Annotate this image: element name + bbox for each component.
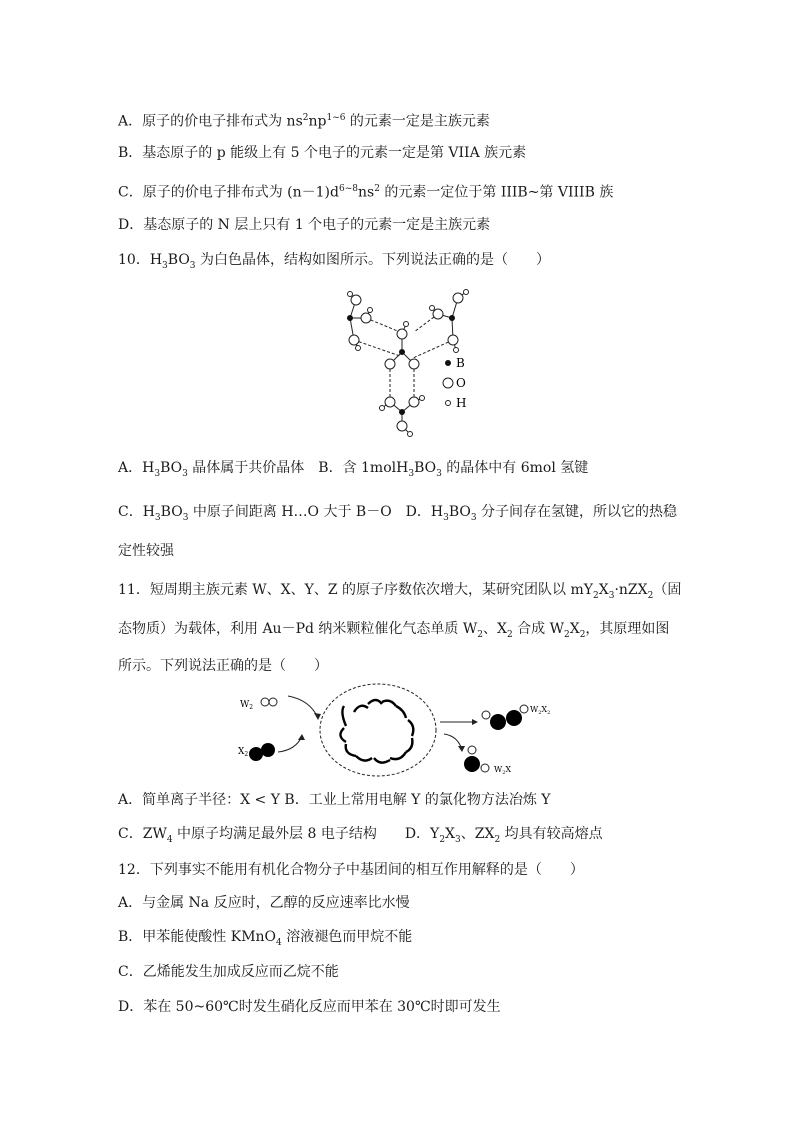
q9-option-b: B．基态原子的 p 能级上有 5 个电子的元素一定是第 VIIA 族元素 [118,145,527,161]
boric-acid-structure-diagram [318,284,478,442]
q10-stem: 10．$H_3BO_3$ 为白色晶体，结构如图所示。下列说法正确的是（ ） [118,252,550,271]
legend-boron-dot [445,360,451,366]
q10-options-cd: C．$H_3BO_3$ 中原子间距离 H…O 大于 B－O D．$H_3BO_3$ 分子间存在氢键，所以它的热稳 [118,504,678,523]
q10-options-ab: A．$H_3BO_3$ 晶体属于共价晶体 B．含 $1molH_3BO_3$ 的晶体中有 6mol 氢键 [118,460,589,479]
svg-text:W2: $W_2$ [240,700,254,711]
q9-option-c: C．原子的价电子排布式为 $(n-1)d^{6\sim 8}ns^2$ 的元素一定位于第 IIIB~第 VIIIB 族 [118,184,614,201]
svg-text:W2X2: $W_2X_2$ [530,705,551,716]
q9-option-a: A．原子的价电子排布式为 $ns^2np^{1\sim 6}$ 的元素一定是主族元素 [118,113,490,130]
svg-text:W2X: $W_2X$ [494,765,512,776]
legend-oxygen-circle [443,378,453,388]
q12-option-d: D．苯在 50~60℃时发生硝化反应而甲苯在 30℃时即可发生 [118,999,501,1015]
q11-stem-line1: 11．短周期主族元素 W、X、Y、Z 的原子序数依次增大，某研究团队以 $mY_2X_3\cdot nZX_2$（固 [118,582,682,601]
q11-options-ab: A．简单离子半径：X < Y B．工业上常用电解 Y 的氯化物方法冶炼 Y [118,792,551,808]
q12-option-a: A．与金属 Na 反应时，乙醇的反应速率比水慢 [118,895,410,911]
q11-stem-line2: 态物质）为载体，利用 Au－Pd 纳米颗粒催化气态单质 $W_2$、$X_2$ 合成 $W_2X_2$，其原理如图 [118,621,670,640]
q12-option-c: C．乙烯能发生加成反应而乙烷不能 [118,964,339,980]
q12-option-b: B．甲苯能使酸性 KMnO$_4$ 溶液褪色而甲烷不能 [118,929,413,948]
q10-option-d-continued: 定性较强 [118,543,174,559]
q12-stem: 12．下列事实不能用有机化合物分子中基团间的相互作用解释的是（ ） [118,862,584,878]
q11-stem-line3: 所示。下列说法正确的是（ ） [118,658,328,674]
legend-o-label: O [456,376,466,390]
legend-hydrogen-circle [446,401,451,406]
legend-b-label: B [456,356,465,370]
catalysis-mechanism-diagram [236,682,566,784]
svg-text:X2: $X_2$ [238,747,249,758]
q9-option-d: D．基态原子的 N 层上只有 1 个电子的元素一定是主族元素 [118,217,491,233]
q11-options-cd: C．$ZW_4$ 中原子均满足最外层 8 电子结构 D．$Y_2X_3$、$ZX_2$ 均具有较高熔点 [118,826,603,845]
legend-h-label: H [456,396,467,410]
